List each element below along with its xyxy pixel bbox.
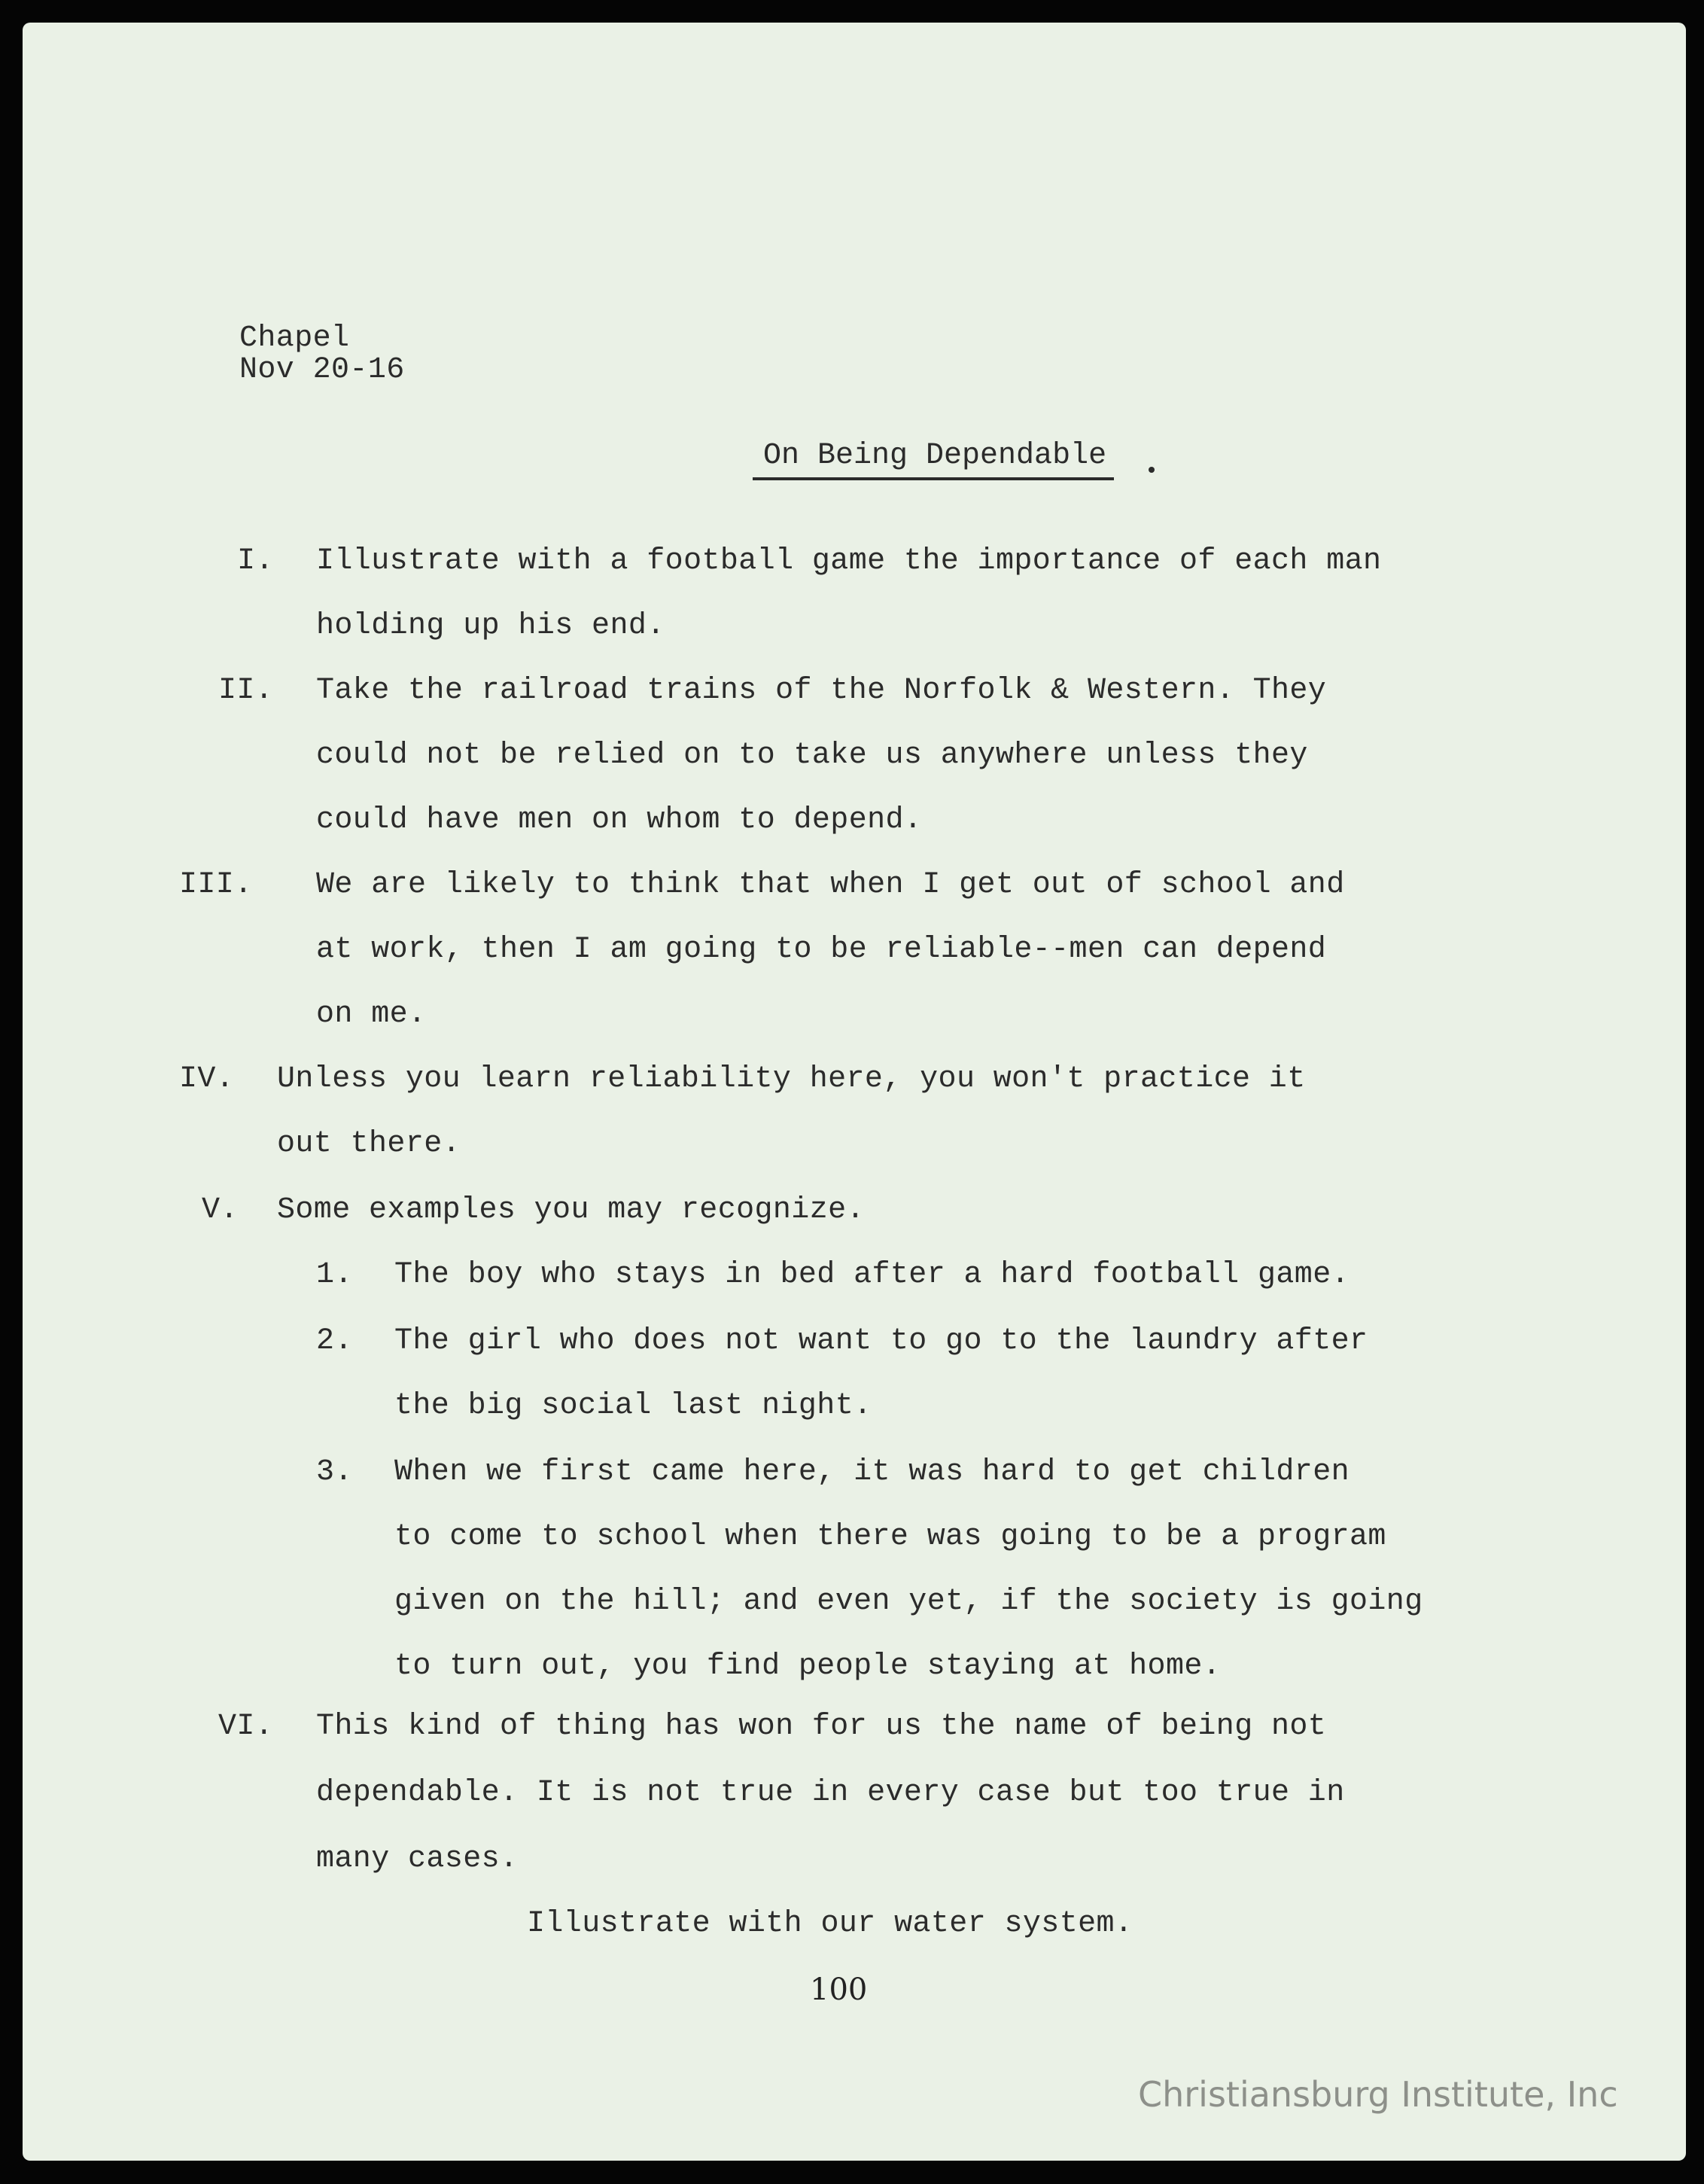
outline-numeral-4: IV. bbox=[179, 1062, 235, 1096]
outline-2-line-2: could not be relied on to take us anywhere unless they bbox=[316, 739, 1308, 772]
outline-numeral-5: V. bbox=[202, 1193, 239, 1227]
document-title: On Being Dependable bbox=[763, 439, 1107, 473]
example-3-line-1: When we first came here, it was hard to get children bbox=[394, 1455, 1350, 1489]
page-folio: 100 bbox=[810, 1972, 868, 2007]
outline-3-line-2: at work, then I am going to be reliable--men can depend bbox=[316, 933, 1327, 967]
example-3-line-4: to turn out, you find people staying at home. bbox=[394, 1649, 1222, 1683]
outline-3-line-3: on me. bbox=[316, 998, 427, 1031]
outline-4-line-1: Unless you learn reliability here, you won't practice it bbox=[277, 1062, 1306, 1096]
example-1-line-1: The boy who stays in bed after a hard football game. bbox=[394, 1258, 1350, 1292]
outline-numeral-1: I. bbox=[237, 544, 274, 578]
archive-watermark: Christiansburg Institute, Inc bbox=[1138, 2074, 1618, 2115]
example-number-2: 2. bbox=[316, 1324, 353, 1358]
outline-5-line-1: Some examples you may recognize. bbox=[277, 1193, 865, 1227]
title-period bbox=[1149, 467, 1155, 473]
outline-3-line-1: We are likely to think that when I get out of school and bbox=[316, 868, 1345, 902]
example-number-1: 1. bbox=[316, 1258, 353, 1292]
outline-numeral-3: III. bbox=[179, 868, 253, 902]
outline-4-line-2: out there. bbox=[277, 1127, 461, 1161]
example-2-line-1: The girl who does not want to go to the laundry after bbox=[394, 1324, 1368, 1358]
outline-1-line-1: Illustrate with a football game the importance of each man bbox=[316, 544, 1382, 578]
example-2-line-2: the big social last night. bbox=[394, 1389, 872, 1423]
header-date: Nov 20-16 bbox=[239, 353, 405, 387]
outline-2-line-3: could have men on whom to depend. bbox=[316, 803, 923, 837]
outline-numeral-6: VI. bbox=[218, 1710, 274, 1744]
example-number-3: 3. bbox=[316, 1455, 353, 1489]
example-3-line-3: given on the hill; and even yet, if the society is going bbox=[394, 1585, 1423, 1619]
header-occasion: Chapel bbox=[239, 321, 350, 355]
title-underline bbox=[753, 477, 1114, 480]
outline-6-line-3: many cases. bbox=[316, 1842, 519, 1876]
closing-line: Illustrate with our water system. bbox=[527, 1907, 1133, 1941]
outline-6-line-1: This kind of thing has won for us the name of being not bbox=[316, 1710, 1327, 1744]
outline-2-line-1: Take the railroad trains of the Norfolk & Western. They bbox=[316, 674, 1327, 708]
example-3-line-2: to come to school when there was going to be a program bbox=[394, 1520, 1386, 1554]
outline-1-line-2: holding up his end. bbox=[316, 609, 665, 643]
outline-numeral-2: II. bbox=[218, 674, 274, 708]
document-page bbox=[23, 23, 1686, 2161]
outline-6-line-2: dependable. It is not true in every case but too true in bbox=[316, 1776, 1345, 1810]
